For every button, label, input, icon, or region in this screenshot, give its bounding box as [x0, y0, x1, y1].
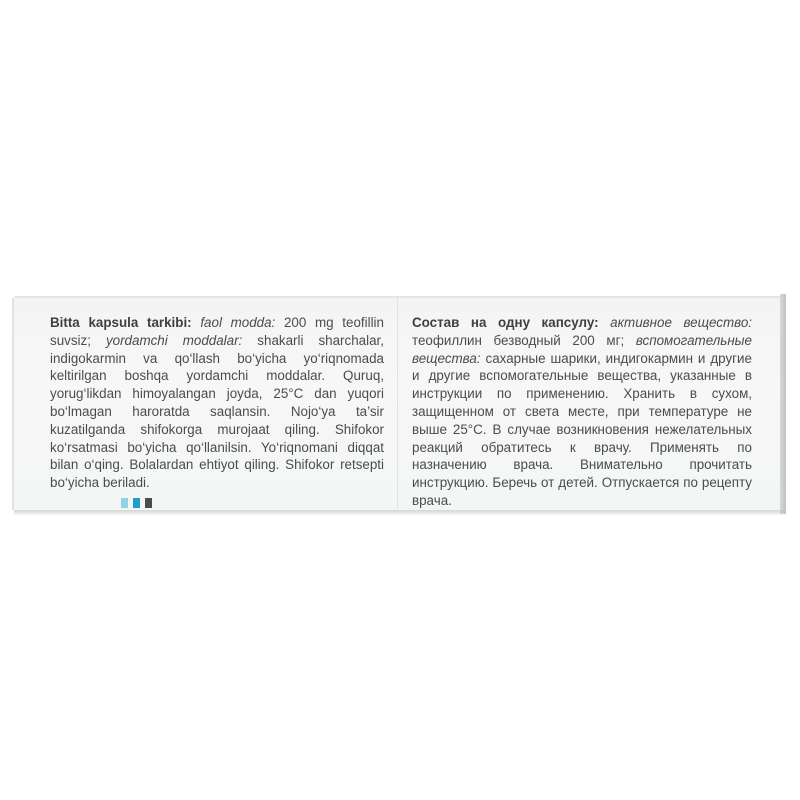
box-shadow — [14, 510, 786, 516]
uz-active-text: 200 mg teofillin suvsiz; — [50, 315, 384, 348]
ru-excipients-label: вспомогательные вещества: — [412, 332, 752, 366]
ru-heading: Состав на одну капсулу: — [412, 315, 599, 330]
color-control-marks — [121, 498, 161, 508]
ru-active-text: теофиллин безводный 200 мг; — [412, 332, 625, 348]
ru-active-label: активное вещество: — [610, 315, 752, 330]
uz-heading: Bitta kapsula tarkibi: — [50, 315, 192, 330]
color-mark-blue — [133, 498, 140, 508]
uz-excipients-label: yordamchi moddalar: — [105, 332, 243, 348]
russian-composition-text — [412, 314, 752, 510]
uz-body-text: shakarli sharchalar, indigokarmin va qo‘llash bo‘yicha yo‘riqnomada keltirilgan boshqa yordamchi moddalar. Quruq, yorug‘likdan himoyalangan joyda, 25°C dan yuqori bo‘lmagan haroratda saqlansin. Nojo‘ya ta’sir kuzatilganda shifokorga murojaat qiling. Shifokor ko‘rsatmasi bo‘yicha qo‘llanilsin. Yo‘riqnomani diqqat bilan o‘qing. Bolalardan ehtiyot qiling. Shifokor retsepti bo‘yicha beriladi. — [50, 332, 384, 491]
ru-body-text: сахарные шарики, индигокармин и другие и другие вспомогательные вещества, указанные в инструкции по применению. Хранить в сухом, защищенном от света месте, при температуре не выше 25°C. В случае возникновения нежелательных реакций обратитесь к врачу. Применять по назначению врача. Внимательно прочитать инструкцию. Беречь от детей. Отпускается по рецепту врача. — [412, 350, 752, 508]
uz-active-label: faol modda: — [200, 315, 276, 330]
color-mark-light-blue — [121, 498, 128, 508]
uzbek-composition-text — [50, 314, 384, 492]
panel-divider — [397, 296, 398, 512]
box-right-edge — [780, 294, 786, 514]
color-mark-dark-gray — [145, 498, 152, 508]
